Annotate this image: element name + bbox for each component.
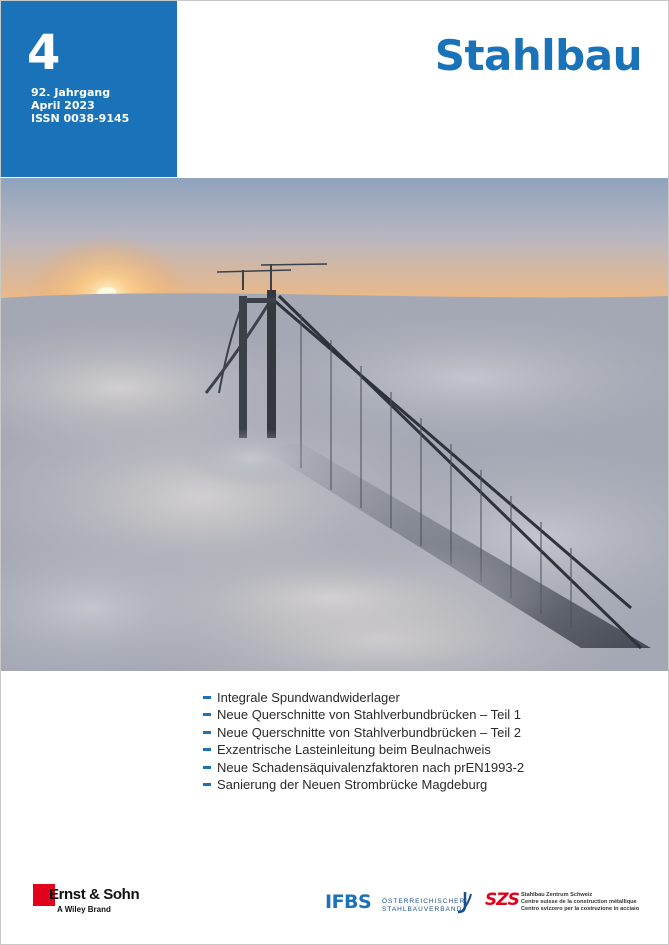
bullet-icon	[203, 731, 211, 734]
ifbs-logo: IFBS	[325, 891, 372, 913]
suspension-bridge-in-fog-photo-icon	[1, 178, 668, 671]
oesv-mark-icon	[451, 890, 475, 914]
toc-item: Neue Querschnitte von Stahlverbundbrücken – Teil 2	[203, 724, 524, 741]
toc-item: Neue Querschnitte von Stahlverbundbrücken – Teil 1	[203, 706, 524, 723]
cover-photo	[1, 178, 668, 671]
toc-item: Neue Schadensäquivalenzfaktoren nach prEN1993-2	[203, 759, 524, 776]
issue-issn: ISSN 0038-9145	[31, 112, 130, 125]
table-of-contents	[203, 689, 524, 793]
szs-logo-text: Stahlbau Zentrum Schweiz Centre suisse de la construction métallique Centro svizzero per la costruzione in acciaio	[521, 892, 640, 912]
publisher-tagline: A Wiley Brand	[57, 905, 111, 914]
journal-title: Stahlbau	[434, 31, 642, 80]
toc-item: Integrale Spundwandwiderlager	[203, 689, 524, 706]
bullet-icon	[203, 696, 211, 699]
bullet-icon	[203, 748, 211, 751]
oesv-logo-text: ÖSTERREICHISCHER STAHLBAUVERBAND	[382, 898, 466, 913]
issue-volume: 92. Jahrgang	[31, 86, 111, 99]
szs-logo: SZS	[485, 890, 519, 910]
bullet-icon	[203, 766, 211, 769]
issue-meta	[31, 86, 129, 125]
toc-item: Sanierung der Neuen Strombrücke Magdeburg	[203, 776, 524, 793]
issue-number: 4	[27, 25, 61, 81]
bullet-icon	[203, 783, 211, 786]
publisher-logo	[33, 884, 153, 924]
bullet-icon	[203, 713, 211, 716]
issue-info-box	[1, 1, 177, 177]
toc-item: Exzentrische Lasteinleitung beim Beulnachweis	[203, 741, 524, 758]
issue-date: April 2023	[31, 99, 95, 112]
publisher-name: Ernst & Sohn	[49, 886, 140, 903]
